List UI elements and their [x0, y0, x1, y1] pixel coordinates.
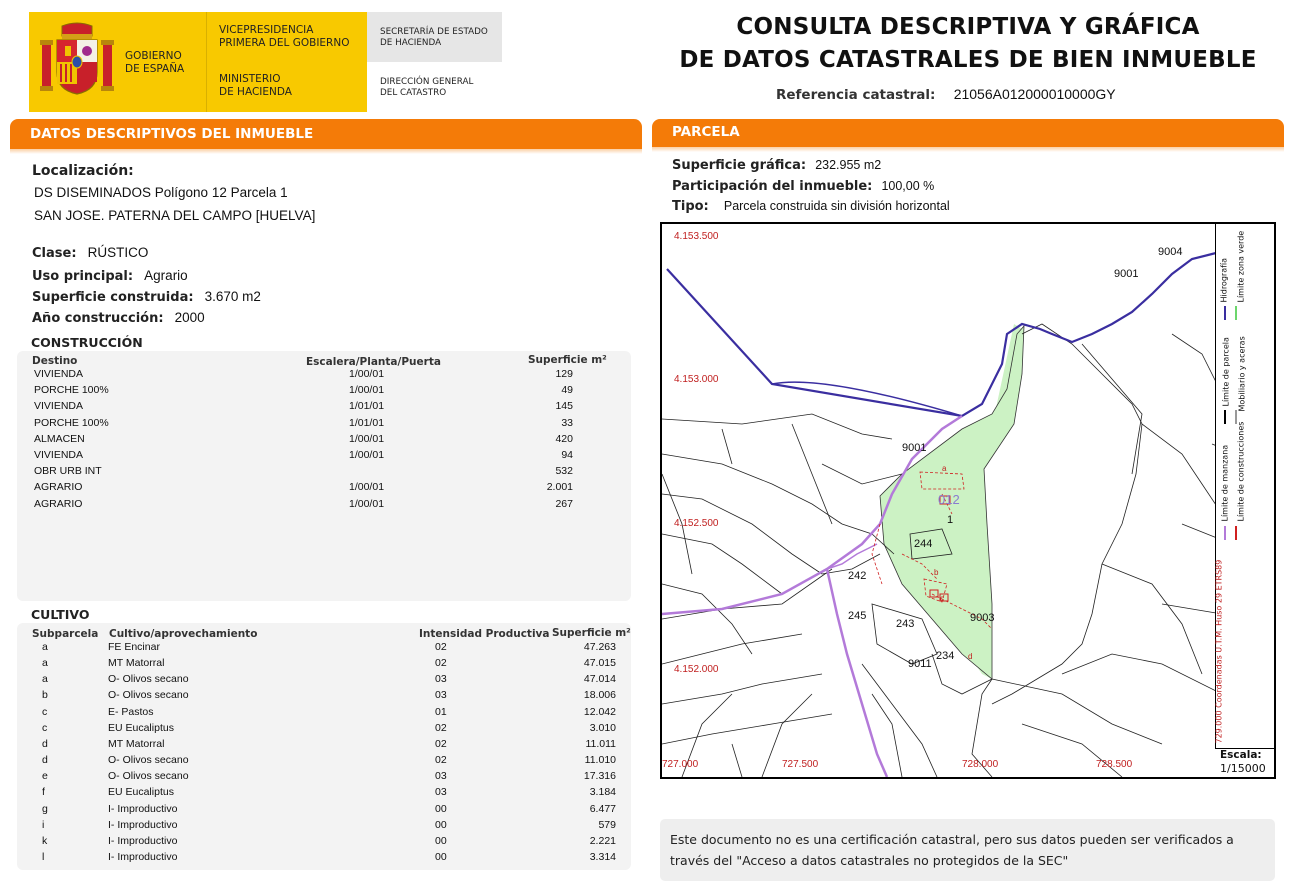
- table-cell: O- Olivos secano: [108, 689, 189, 702]
- table-cell: 1/01/01: [349, 416, 385, 429]
- scale-value: 1/15000: [1220, 762, 1266, 775]
- section-bar-shadow: [10, 149, 642, 154]
- parcel-number-label: 9011: [908, 658, 932, 670]
- logo-divider: [206, 12, 207, 112]
- page-title-line1: CONSULTA DESCRIPTIVA Y GRÁFICA: [736, 14, 1200, 40]
- parcela-participacion-value: 100,00 %: [881, 179, 935, 193]
- map-scale: [1215, 748, 1274, 777]
- cultivo-title: CULTIVO: [31, 607, 90, 622]
- legend-limite-parcela: Límite de parcela: [1221, 337, 1231, 407]
- clase-row: [32, 242, 148, 261]
- table-cell: VIVIENDA: [34, 400, 84, 413]
- table-row: [17, 689, 617, 705]
- legend-mobiliario: Mobiliario y aceras: [1237, 336, 1247, 412]
- table-cell: b: [42, 689, 48, 702]
- localizacion-line1: DS DISEMINADOS Polígono 12 Parcela 1: [34, 185, 288, 200]
- legend-hidrografia: Hidrografía: [1219, 257, 1229, 303]
- table-cell: 1/00/01: [349, 384, 385, 397]
- parcel-number-label: 1: [947, 514, 954, 526]
- parcel-number-label: 012: [938, 492, 960, 507]
- superficie-value: 3.670 m2: [204, 289, 261, 304]
- table-row: [17, 368, 617, 384]
- parcela-tipo-value: Parcela construida sin división horizontal: [723, 199, 950, 213]
- x-coord-label: 727.000: [662, 759, 699, 770]
- table-cell: 11.010: [584, 754, 616, 767]
- parcela-participacion-label: Participación del inmueble:: [672, 179, 873, 194]
- ref-label: Referencia catastral:: [776, 87, 936, 103]
- y-coord-label: 4.153.000: [674, 374, 719, 385]
- logo-ministerio-text: MINISTERIO DE HACIENDA: [219, 73, 292, 98]
- table-cell: PORCHE 100%: [34, 384, 109, 397]
- clase-value: RÚSTICO: [87, 245, 149, 260]
- table-row: [17, 835, 617, 851]
- table-cell: d: [42, 754, 48, 767]
- superficie-label: Superficie construida:: [32, 290, 194, 305]
- table-row: [17, 481, 617, 497]
- table-row: [17, 465, 617, 481]
- table-cell: 1/00/01: [349, 481, 385, 494]
- spain-coat-of-arms-icon: [40, 22, 114, 98]
- table-cell: g: [42, 802, 48, 815]
- table-cell: 1/00/01: [349, 432, 385, 445]
- table-row: [17, 819, 617, 835]
- parcel-number-label: 234: [936, 650, 955, 662]
- table-cell: l: [42, 850, 45, 863]
- table-row: [17, 722, 617, 738]
- table-cell: 145: [555, 400, 573, 413]
- table-cell: O- Olivos secano: [108, 754, 189, 767]
- table-cell: a: [42, 657, 48, 670]
- legend-limite-construcciones: Límite de construcciones: [1236, 421, 1246, 522]
- table-cell: c: [42, 721, 48, 734]
- parcela-superficie-value: 232.955 m2: [815, 158, 882, 172]
- ref-value: 21056A012000010000GY: [953, 86, 1116, 102]
- table-cell: 18.006: [583, 689, 616, 702]
- table-cell: 6.477: [589, 802, 616, 815]
- table-cell: O- Olivos secano: [108, 673, 189, 686]
- section-bar-shadow: [652, 147, 1284, 152]
- table-cell: I- Improductivo: [108, 834, 178, 847]
- logo-direccion-text: DIRECCIÓN GENERAL DEL CATASTRO: [380, 77, 474, 98]
- subparcel-label: c: [940, 594, 944, 603]
- map-drawing: [662, 224, 1274, 777]
- anio-row: [32, 307, 205, 326]
- table-cell: d: [42, 737, 48, 750]
- table-cell: 1/00/01: [349, 497, 385, 510]
- table-cell: k: [42, 834, 48, 847]
- construccion-header-escalera: Escalera/Planta/Puerta: [306, 356, 441, 368]
- table-cell: AGRARIO: [34, 481, 83, 494]
- table-cell: 12.042: [583, 705, 616, 718]
- table-cell: 420: [555, 432, 573, 445]
- cultivo-header-superficie: Superficie m²: [552, 627, 631, 639]
- table-cell: 00: [435, 834, 447, 847]
- subparcel-label: a: [942, 464, 947, 473]
- parcel-number-label: 245: [848, 610, 867, 622]
- table-cell: 1/01/01: [349, 400, 385, 413]
- table-row: [17, 400, 617, 416]
- legend-coordenadas: 729.000 Coordenadas U.T.M. Huso 29 ETRS89: [1214, 559, 1224, 744]
- table-cell: 00: [435, 818, 447, 831]
- table-cell: 94: [561, 449, 573, 461]
- parcel-number-label: 244: [914, 538, 933, 550]
- parcel-number-label: 9001: [1114, 268, 1139, 280]
- table-cell: 02: [435, 721, 447, 734]
- uso-value: Agrario: [144, 268, 188, 283]
- table-row: [17, 754, 617, 770]
- parcela-tipo-row: [672, 195, 950, 214]
- localizacion-line2: SAN JOSE. PATERNA DEL CAMPO [HUELVA]: [34, 208, 316, 223]
- table-cell: MT Matorral: [108, 657, 165, 670]
- uso-row: [32, 265, 188, 284]
- legend-limite-manzana: Límite de manzana: [1220, 444, 1230, 522]
- table-cell: I- Improductivo: [108, 818, 178, 831]
- table-cell: 11.011: [585, 737, 616, 750]
- table-cell: 03: [435, 673, 447, 686]
- y-coord-label: 4.153.500: [674, 231, 719, 242]
- table-cell: 03: [435, 689, 447, 702]
- table-cell: 3.314: [589, 850, 616, 863]
- table-cell: 1/00/01: [349, 449, 385, 461]
- table-cell: 3.184: [589, 786, 616, 799]
- parcela-superficie-label: Superficie gráfica:: [672, 158, 807, 173]
- road-line-2: [827, 569, 887, 777]
- table-row: [17, 803, 617, 819]
- table-row: [17, 498, 617, 514]
- table-cell: c: [42, 705, 48, 718]
- cultivo-header-subparcela: Subparcela: [32, 628, 99, 640]
- construccion-header-superficie: Superficie m²: [528, 354, 607, 366]
- table-cell: EU Eucaliptus: [108, 721, 174, 734]
- table-cell: 129: [555, 368, 573, 380]
- scale-label: Escala:: [1220, 749, 1262, 761]
- y-coord-label: 4.152.500: [674, 518, 719, 529]
- table-row: [17, 738, 617, 754]
- table-cell: 267: [555, 497, 573, 510]
- table-cell: I- Improductivo: [108, 802, 178, 815]
- map-legend: [1215, 224, 1274, 777]
- x-coord-label: 728.500: [1096, 759, 1133, 770]
- construccion-title: CONSTRUCCIÓN: [31, 335, 143, 350]
- parcela-tipo-label: Tipo:: [672, 199, 709, 214]
- parcela-participacion-row: [672, 175, 934, 194]
- table-cell: 03: [435, 786, 447, 799]
- table-cell: f: [42, 786, 45, 799]
- table-row: [17, 706, 617, 722]
- table-row: [17, 770, 617, 786]
- localizacion-label: Localización:: [32, 163, 134, 179]
- table-cell: 02: [435, 737, 447, 750]
- table-cell: 47.263: [583, 641, 616, 653]
- table-cell: AGRARIO: [34, 497, 83, 510]
- table-cell: 47.015: [583, 657, 616, 670]
- table-cell: FE Encinar: [108, 641, 160, 653]
- table-cell: e: [42, 770, 48, 783]
- table-cell: 00: [435, 850, 447, 863]
- table-cell: E- Pastos: [108, 705, 154, 718]
- table-cell: i: [42, 818, 45, 831]
- table-cell: PORCHE 100%: [34, 416, 109, 429]
- table-cell: OBR URB INT: [34, 465, 102, 478]
- anio-value: 2000: [174, 310, 205, 325]
- table-row: [17, 851, 617, 867]
- table-cell: 17.316: [583, 770, 616, 783]
- table-cell: 2.221: [589, 834, 616, 847]
- page-title-line2: DE DATOS CATASTRALES DE BIEN INMUEBLE: [679, 47, 1257, 73]
- y-coord-label: 4.152.000: [674, 664, 719, 675]
- table-cell: EU Eucaliptus: [108, 786, 174, 799]
- hydrography-line: [667, 246, 1274, 416]
- section-parcela: PARCELA: [652, 119, 1284, 147]
- table-cell: O- Olivos secano: [108, 770, 189, 783]
- table-cell: VIVIENDA: [34, 368, 84, 380]
- logo-vicepresidencia-text: VICEPRESIDENCIA PRIMERA DEL GOBIERNO: [219, 24, 350, 49]
- table-row: [17, 384, 617, 400]
- subparcel-label: d: [968, 652, 973, 661]
- table-cell: a: [42, 673, 48, 686]
- table-cell: 2.001: [546, 481, 573, 494]
- cultivo-table: [17, 623, 631, 870]
- construccion-header-destino: Destino: [32, 355, 78, 367]
- table-cell: 1/00/01: [349, 368, 385, 380]
- uso-label: Uso principal:: [32, 269, 134, 284]
- table-cell: I- Improductivo: [108, 850, 178, 863]
- table-row: [17, 449, 617, 465]
- table-cell: 01: [435, 705, 447, 718]
- parcel-number-label: 242: [848, 570, 867, 582]
- table-cell: 47.014: [583, 673, 616, 686]
- table-row: [17, 641, 617, 657]
- table-cell: MT Matorral: [108, 737, 165, 750]
- cultivo-header-cultivo: Cultivo/aprovechamiento: [109, 628, 258, 640]
- disclaimer-note: Este documento no es una certificación catastral, pero sus datos pueden ser verificados a través del "Acceso a datos catastrales no protegidos de la SEC": [660, 819, 1275, 881]
- table-cell: a: [42, 641, 48, 653]
- superficie-row: [32, 286, 261, 305]
- parcela-superficie-row: [672, 154, 881, 173]
- table-row: [17, 433, 617, 449]
- clase-label: Clase:: [32, 246, 77, 261]
- table-row: [17, 673, 617, 689]
- legend-limite-zona-verde: Límite zona verde: [1236, 230, 1246, 303]
- table-cell: 579: [598, 818, 616, 831]
- x-coord-label: 727.500: [782, 759, 819, 770]
- table-cell: 02: [435, 657, 447, 670]
- table-cell: 02: [435, 754, 447, 767]
- table-cell: VIVIENDA: [34, 449, 84, 461]
- anio-label: Año construcción:: [32, 311, 164, 326]
- table-cell: 532: [555, 465, 573, 478]
- parcel-number-label: 9003: [970, 612, 995, 624]
- table-cell: 49: [561, 384, 573, 397]
- cadastral-map[interactable]: [660, 222, 1276, 779]
- logo-gobierno-text: GOBIERNO DE ESPAÑA: [125, 50, 185, 75]
- table-cell: 02: [435, 641, 447, 653]
- x-coord-label: 728.000: [962, 759, 999, 770]
- construccion-table: [17, 351, 631, 601]
- parcel-number-label: 9001: [902, 442, 927, 454]
- table-cell: ALMACEN: [34, 432, 85, 445]
- subparcel-label: b: [934, 568, 939, 577]
- table-cell: 3.010: [589, 721, 616, 734]
- table-row: [17, 657, 617, 673]
- table-row: [17, 786, 617, 802]
- table-cell: 33: [561, 416, 573, 429]
- referencia-catastral: [776, 86, 1116, 103]
- table-cell: 03: [435, 770, 447, 783]
- parcel-number-label: 243: [896, 618, 915, 630]
- logo-secretaria-text: SECRETARÍA DE ESTADO DE HACIENDA: [380, 27, 488, 48]
- parcel-number-label: 9004: [1158, 246, 1183, 258]
- table-row: [17, 417, 617, 433]
- section-datos-descriptivos: DATOS DESCRIPTIVOS DEL INMUEBLE: [10, 119, 642, 149]
- table-cell: 00: [435, 802, 447, 815]
- cultivo-header-intensidad: Intensidad Productiva: [419, 628, 550, 640]
